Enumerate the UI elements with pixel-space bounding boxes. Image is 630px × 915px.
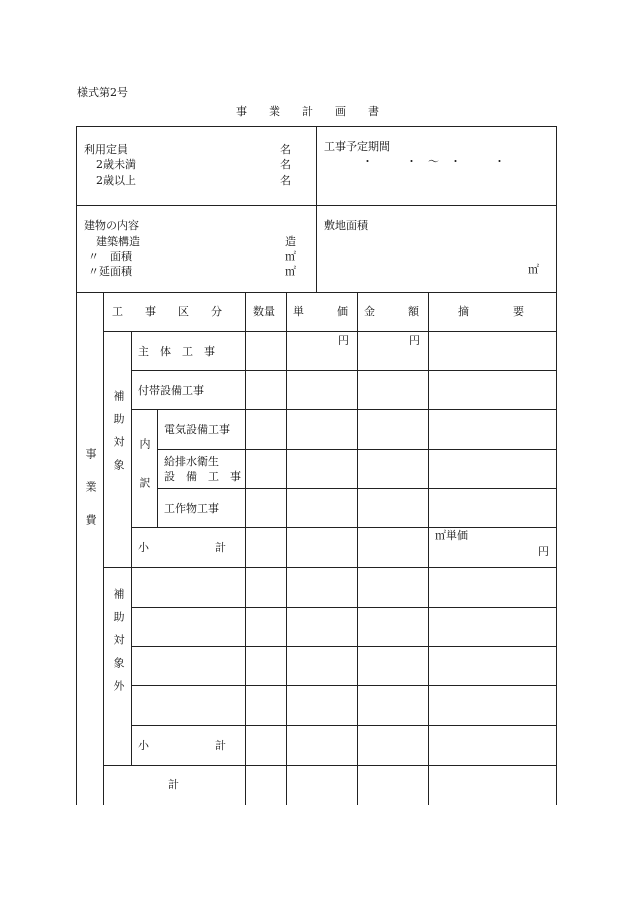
sqm-unit-price-label: ㎡単価: [435, 529, 468, 542]
form-number: 様式第2号: [77, 86, 128, 99]
row-electrical-work: 電気設備工事: [164, 423, 230, 436]
structure-label: 建築構造: [96, 235, 140, 248]
header-remarks: 摘 要: [458, 305, 524, 318]
building-label: 建物の内容: [84, 219, 139, 232]
row-subtotal-non-subsidized: 小 計: [138, 739, 226, 752]
amount-yen: 円: [409, 334, 420, 347]
site-area-unit: ㎡: [528, 263, 539, 276]
row-subtotal-subsidized: 小 計: [138, 541, 226, 554]
row-plumbing-line1: 給排水衛生: [164, 455, 219, 468]
area-label: 〃 面積: [88, 250, 132, 263]
row-plumbing-line2: 設 備 工 事: [164, 470, 241, 483]
row-ancillary-work: 付帯設備工事: [138, 384, 204, 397]
over2-unit: 名: [280, 174, 291, 187]
group-subsidized-text: 補助対象: [112, 390, 125, 482]
group-subsidized: [111, 390, 125, 482]
group-breakdown: [137, 438, 151, 516]
site-area-label: 敷地面積: [324, 219, 368, 232]
structure-unit: 造: [285, 235, 296, 248]
group-business-cost: [83, 448, 97, 525]
period-dots: ・ ・ ～ ・ ・: [362, 155, 505, 168]
group-business-cost-text: 事 業 費: [84, 448, 97, 525]
under2-label: 2歳未満: [96, 158, 136, 171]
over2-label: 2歳以上: [96, 174, 136, 187]
under2-unit: 名: [280, 158, 291, 171]
group-non-subsidized-text: 補助対象外: [112, 588, 125, 703]
floor-area-label: 〃延面積: [88, 265, 132, 278]
header-quantity: 数量: [253, 305, 275, 318]
header-category: 工 事 区 分: [112, 305, 222, 318]
floor-area-unit: ㎡: [285, 265, 296, 278]
capacity-unit: 名: [280, 143, 291, 156]
page-title: 事 業 計 画 書: [236, 105, 379, 118]
header-amount: 金 額: [364, 305, 419, 318]
period-label: 工事予定期間: [324, 140, 390, 153]
sqm-unit-price-yen: 円: [538, 545, 549, 558]
capacity-label: 利用定員: [84, 143, 128, 156]
group-non-subsidized: [111, 588, 125, 703]
unit-price-yen: 円: [338, 334, 349, 347]
area-unit: ㎡: [285, 250, 296, 263]
group-breakdown-text: 内訳: [138, 438, 151, 516]
row-main-work: 主 体 工 事: [138, 345, 215, 358]
row-total: 計: [168, 778, 179, 791]
row-structure-work: 工作物工事: [164, 502, 219, 515]
header-unit-price: 単 価: [293, 305, 348, 318]
